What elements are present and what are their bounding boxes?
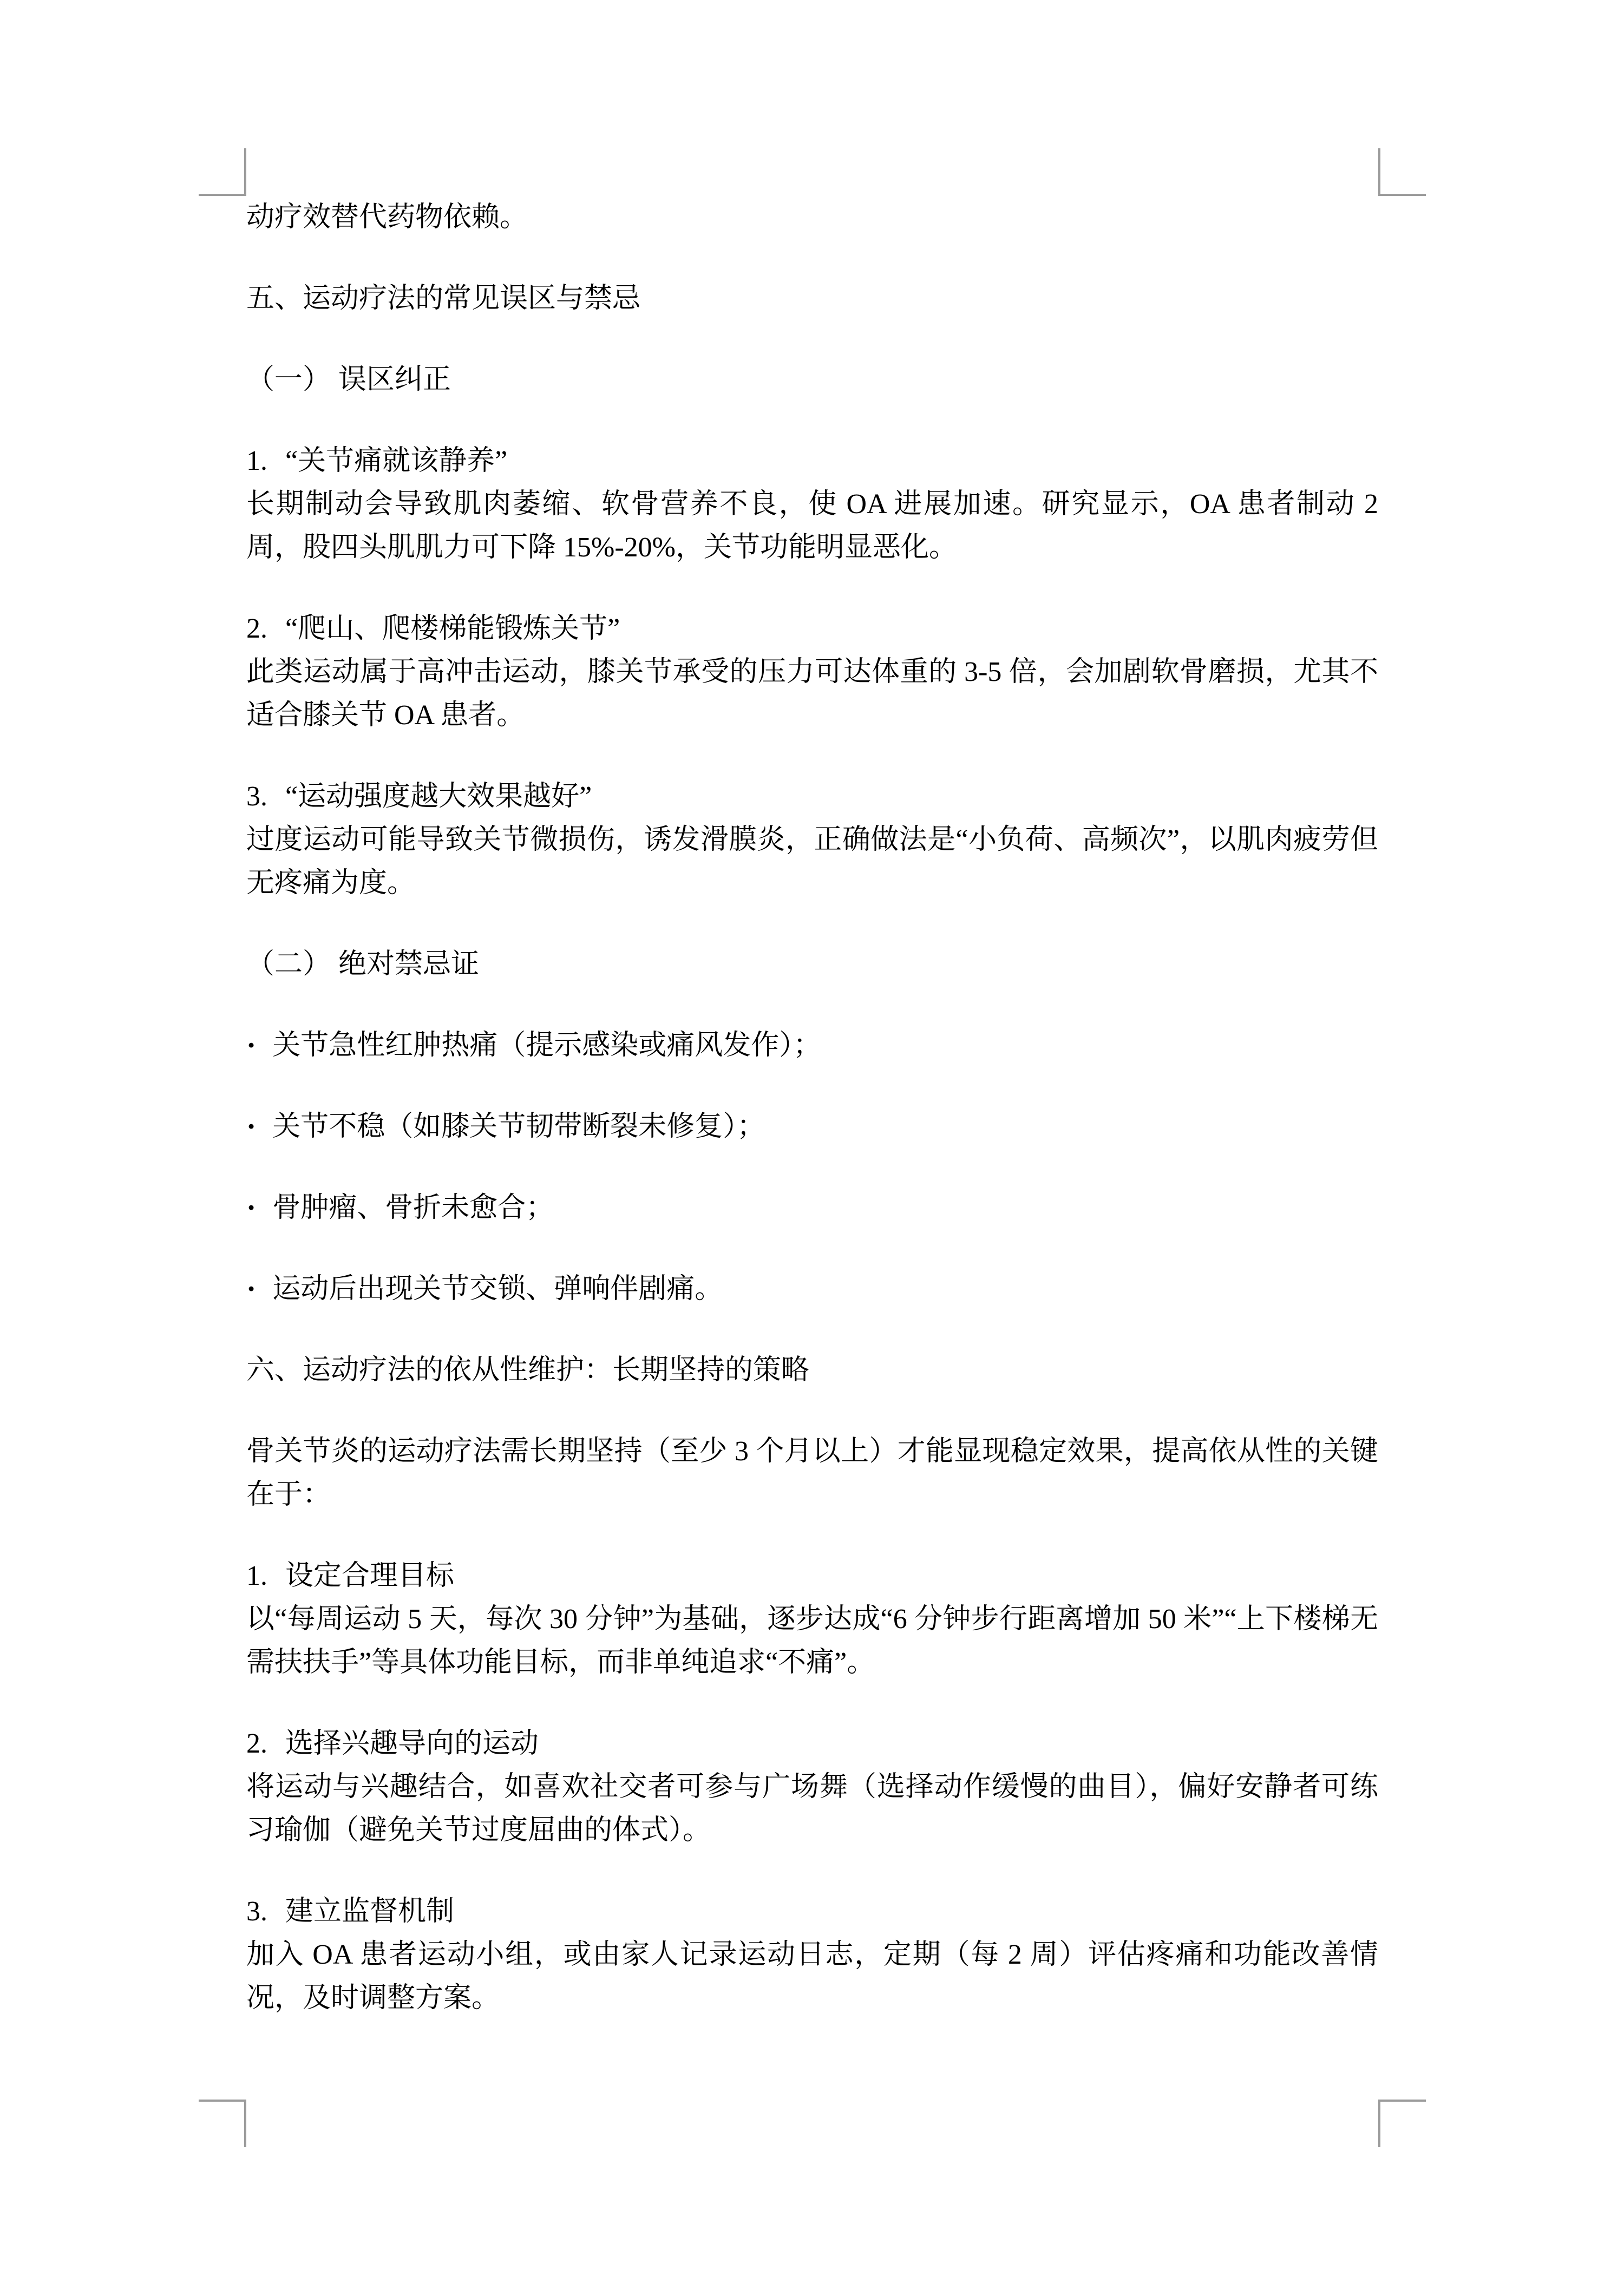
item-title: “爬山、爬楼梯能锻炼关节”: [285, 613, 620, 644]
bullet-item: [246, 1024, 1378, 1067]
continuation-paragraph: 动疗效替代药物依赖。: [246, 202, 528, 233]
subsection-heading-contraindications: [246, 943, 1378, 986]
numbered-item-myth-3: [246, 775, 1378, 905]
subsection-title: 误区纠正: [338, 364, 451, 395]
item-number: 3.: [246, 781, 267, 812]
subsection-number: （一）: [246, 364, 331, 395]
bullet-item: [246, 1268, 1378, 1311]
item-title: “关节痛就该静养”: [285, 445, 508, 476]
bullet-text: 骨肿瘤、骨折未愈合；: [272, 1192, 554, 1223]
item-title-line: [246, 1890, 1378, 1933]
subsection-title: 绝对禁忌证: [338, 949, 480, 980]
bullet-icon: •: [247, 1116, 255, 1138]
crop-mark-top-right: [1378, 148, 1426, 196]
item-number: 1.: [246, 445, 267, 476]
item-body: 将运动与兴趣结合，如喜欢社交者可参与广场舞（选择动作缓慢的曲目），偏好安静者可练习瑜伽（避免关节过度屈曲的体式）。: [246, 1772, 1378, 1846]
bullet-item: [246, 1105, 1378, 1149]
item-title-line: [246, 607, 1378, 651]
numbered-item-myth-2: [246, 607, 1378, 737]
section-heading-five: 五、运动疗法的常见误区与禁忌: [246, 283, 641, 314]
item-number: 1.: [246, 1560, 267, 1591]
bullet-item: [246, 1186, 1378, 1230]
item-title-line: [246, 1554, 1378, 1598]
item-number: 2.: [246, 613, 267, 644]
item-title-line: [246, 775, 1378, 818]
bullet-icon: •: [247, 1278, 255, 1301]
numbered-item-strategy-1: [246, 1554, 1378, 1684]
section-heading-six: 六、运动疗法的依从性维护：长期坚持的策略: [246, 1355, 810, 1386]
intro-paragraph: 骨关节炎的运动疗法需长期坚持（至少 3 个月以上）才能显现稳定效果，提高依从性的关键在于：: [246, 1436, 1378, 1510]
bullet-icon: •: [247, 1034, 255, 1057]
item-number: 2.: [246, 1728, 267, 1759]
item-body: 以“每周运动 5 天，每次 30 分钟”为基础，逐步达成“6 分钟步行距离增加 50 米”“上下楼梯无需扶扶手”等具体功能目标，而非单纯追求“不痛”。: [246, 1604, 1378, 1678]
numbered-item-myth-1: [246, 439, 1378, 569]
bullet-text: 运动后出现关节交锁、弹响伴剧痛。: [272, 1274, 723, 1304]
numbered-item-strategy-2: [246, 1722, 1378, 1852]
item-title: 建立监督机制: [285, 1896, 455, 1927]
item-body: 长期制动会导致肌肉萎缩、软骨营养不良，使 OA 进展加速。研究显示，OA 患者制动 2 周，股四头肌肌力可下降 15%-20%，关节功能明显恶化。: [246, 489, 1378, 563]
numbered-item-strategy-3: [246, 1890, 1378, 2020]
crop-mark-bottom-left: [199, 2100, 246, 2147]
item-number: 3.: [246, 1896, 267, 1927]
bullet-text: 关节不稳（如膝关节韧带断裂未修复）；: [272, 1111, 765, 1142]
bullet-text: 关节急性红肿热痛（提示感染或痛风发作）；: [272, 1030, 822, 1061]
item-body: 加入 OA 患者运动小组，或由家人记录运动日志，定期（每 2 周）评估疼痛和功能改善情况，及时调整方案。: [246, 1939, 1378, 2013]
item-title: 选择兴趣导向的运动: [285, 1728, 539, 1759]
text-content: [246, 196, 1378, 2020]
item-body: 过度运动可能导致关节微损伤，诱发滑膜炎，正确做法是“小负荷、高频次”，以肌肉疲劳但无疼痛为度。: [246, 824, 1378, 898]
item-title-line: [246, 439, 1378, 483]
item-title: 设定合理目标: [285, 1560, 455, 1591]
subsection-number: （二）: [246, 949, 331, 980]
item-body: 此类运动属于高冲击运动，膝关节承受的压力可达体重的 3-5 倍，会加剧软骨磨损，尤其不适合膝关节 OA 患者。: [246, 657, 1378, 731]
item-title-line: [246, 1722, 1378, 1766]
item-title: “运动强度越大效果越好”: [285, 781, 592, 812]
bullet-icon: •: [247, 1197, 255, 1219]
crop-mark-bottom-right: [1378, 2100, 1426, 2147]
subsection-heading-misconceptions: [246, 358, 1378, 402]
crop-mark-top-left: [199, 148, 246, 196]
